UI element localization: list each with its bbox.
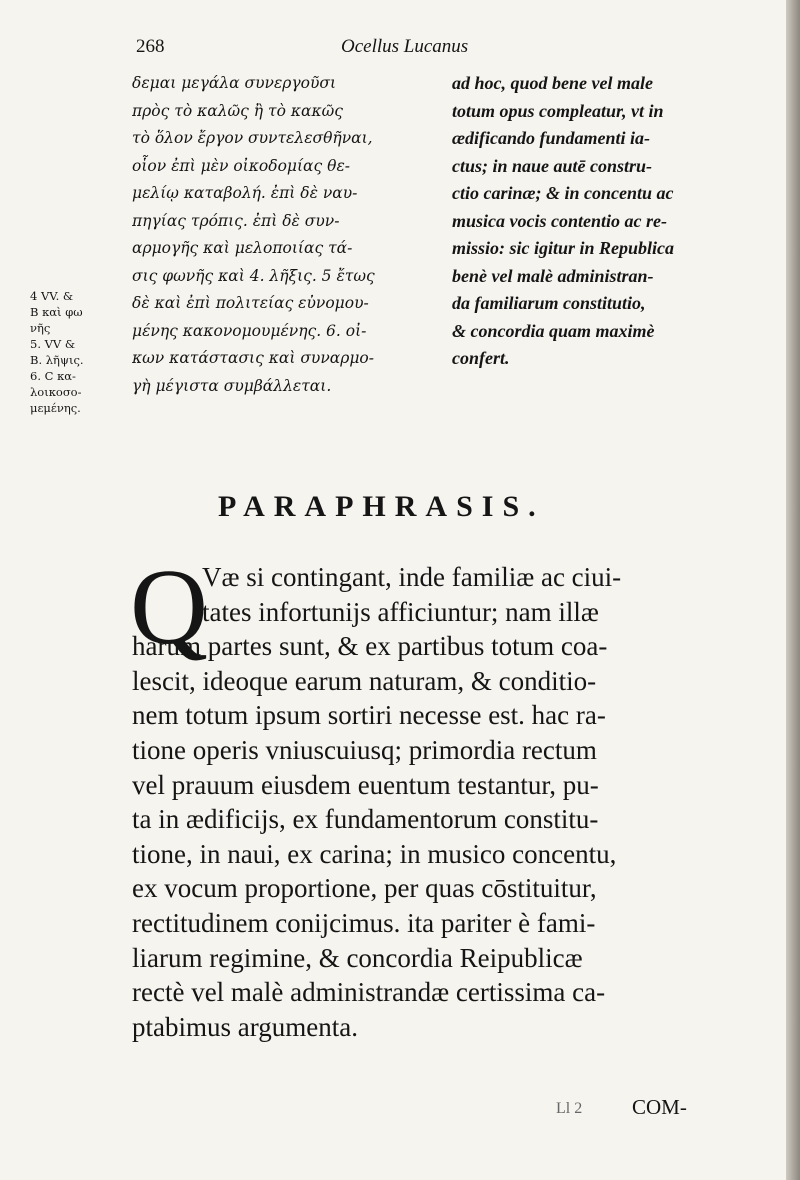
folio-number: 268 [136, 36, 165, 57]
latin-line: & concordia quam maximè [452, 320, 655, 341]
paragraph-line: ptabimus argumenta. [132, 1011, 358, 1042]
margin-note: B. λῆψις. [30, 353, 84, 367]
margin-note: B καὶ φω [30, 305, 83, 319]
latin-translation-column [452, 70, 757, 373]
paragraph-line: Væ si contingant, inde familiæ ac ciui- [202, 562, 622, 592]
latin-line: missio: sic igitur in Republica [452, 238, 675, 258]
paragraph-line: harum partes sunt, & ex partibus totum coa- [132, 631, 608, 662]
paragraph-line: lescit, ideoque earum naturam, & conditio- [132, 665, 597, 696]
paragraph-line: vel prauum eiusdem euentum testantur, pu- [132, 769, 599, 800]
greek-line: πρὸς τὸ καλῶς ἢ τὸ κακῶς [132, 101, 343, 120]
paragraph-line: ex vocum proportione, per quas cōstituitur, [132, 873, 597, 904]
latin-line: da familiarum constitutio, [452, 293, 646, 313]
paragraph-line: tione operis vniuscuiusq; primordia rectum [132, 734, 597, 765]
running-title: Ocellus Lucanus [341, 36, 469, 57]
drop-cap: Q [130, 548, 208, 667]
latin-line: ctus; in naue autē constru- [452, 155, 653, 176]
paragraph-line: tione, in naui, ex carina; in musico concentu, [132, 838, 617, 869]
margin-note: 4 VV. & [30, 289, 74, 303]
latin-line: totum opus compleatur, vt in [452, 100, 664, 121]
greek-line: πηγίας τρόπις. ἐπὶ δὲ συν- [132, 211, 340, 230]
greek-line: μελίῳ καταβολή. ἐπὶ δὲ ναυ- [132, 184, 358, 202]
page-edge-shadow [786, 0, 800, 1180]
paragraph-line: rectitudinem conijcimus. ita pariter è fami- [132, 907, 596, 938]
greek-text-column [132, 70, 450, 400]
greek-line: κων κατάστασις καὶ συναρμο- [132, 349, 374, 367]
margin-note: 6. C κα- [30, 369, 76, 383]
latin-line: ctio carinæ; & in concentu ac [452, 183, 674, 203]
greek-line: τὸ ὅλον ἔργον συντελεσθῆναι, [132, 129, 373, 147]
greek-line: γὴ μέγιστα συμβάλλεται. [132, 376, 332, 395]
latin-line: ad hoc, quod bene vel male [452, 73, 653, 93]
margin-note: 5. VV & [30, 337, 76, 351]
latin-line: musica vocis contentio ac re- [452, 210, 667, 231]
paragraph-line: nem totum ipsum sortiri necesse est. hac ra- [132, 700, 606, 731]
greek-line: δεμαι μεγάλα συνεργοῦσι [132, 74, 337, 92]
greek-line: αρμογῆς καὶ μελοποιίας τά- [132, 239, 353, 257]
margin-note: λοικοσο- [30, 385, 82, 399]
paragraph-line: tates infortunijs afficiuntur; nam illæ [202, 596, 599, 627]
greek-line: οἷον ἐπὶ μὲν οἰκοδομίας θε- [132, 156, 351, 175]
paragraph-line: ta in ædificijs, ex fundamentorum constitu- [132, 804, 599, 835]
latin-line: benè vel malè administran- [452, 265, 654, 286]
margin-note: νῆς [30, 321, 51, 335]
paragraph-line: liarum regimine, & concordia Reipublicæ [132, 942, 583, 973]
signature-mark: Ll 2 [556, 1100, 583, 1117]
paragraph-line: rectè vel malè administrandæ certissima ca- [132, 977, 606, 1008]
latin-line: ædificando fundamenti ia- [452, 128, 651, 148]
margin-variant-notes [30, 288, 130, 416]
section-heading: PARAPHRASIS. [218, 490, 545, 523]
paraphrasis-paragraph [130, 548, 742, 1044]
greek-line: μένης κακονομουμένης. 6. οἰ- [132, 321, 367, 340]
latin-line: confert. [452, 348, 510, 368]
catchword: COM- [632, 1095, 687, 1119]
page-header [136, 34, 746, 64]
greek-line: σις φωνῆς καὶ 4. λῆξις. 5 ἔτως [132, 266, 375, 285]
margin-note: μεμένης. [30, 401, 81, 415]
greek-line: δὲ καὶ ἐπὶ πολιτείας εὐνομου- [132, 294, 369, 312]
